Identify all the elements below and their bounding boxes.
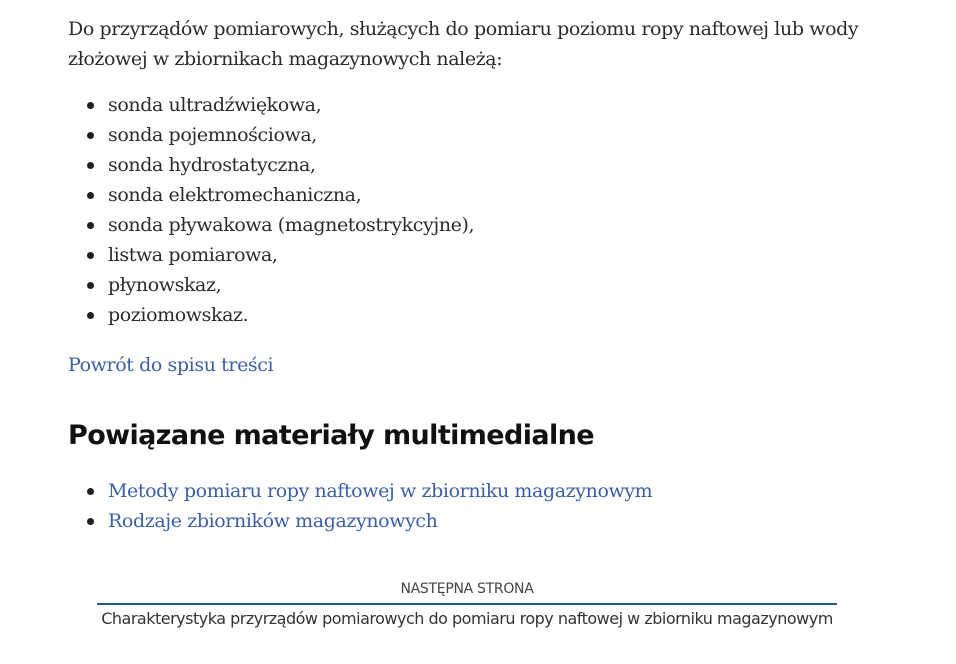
list-item bbox=[68, 240, 888, 270]
list-item-text: sonda pływakowa (magnetostrykcyjne), bbox=[108, 214, 475, 236]
related-materials-heading: Powiązane materiały multimedialne bbox=[68, 420, 595, 451]
next-page-link[interactable] bbox=[97, 578, 837, 632]
back-to-toc-link[interactable]: Powrót do spisu treści bbox=[68, 354, 274, 376]
list-item-text: sonda pojemnościowa, bbox=[108, 124, 317, 146]
next-page-divider bbox=[97, 603, 837, 605]
bullet-icon bbox=[87, 252, 94, 259]
bullet-icon bbox=[87, 222, 94, 229]
next-page-title: Charakterystyka przyrządów pomiarowych do pomiaru ropy naftowej w zbiorniku magazynowym bbox=[101, 609, 833, 628]
list-item bbox=[68, 270, 888, 300]
related-link-measurement-methods[interactable]: Metody pomiaru ropy naftowej w zbiorniku magazynowym bbox=[108, 480, 653, 502]
next-page-label: NASTĘPNA STRONA bbox=[400, 581, 534, 597]
related-link-tank-types[interactable]: Rodzaje zbiorników magazynowych bbox=[108, 510, 438, 532]
bullet-icon bbox=[87, 162, 94, 169]
list-item bbox=[68, 300, 888, 330]
bullet-icon bbox=[87, 192, 94, 199]
bullet-icon bbox=[87, 132, 94, 139]
list-item bbox=[68, 210, 888, 240]
list-item bbox=[68, 90, 888, 120]
bullet-icon bbox=[87, 518, 94, 525]
intro-paragraph: Do przyrządów pomiarowych, służących do pomiaru poziomu ropy naftowej lub wody złożowej w zbiornikach magazynowych należą: bbox=[68, 18, 859, 70]
related-materials-list bbox=[68, 476, 888, 536]
list-item-text: sonda elektromechaniczna, bbox=[108, 184, 362, 206]
list-item-text: sonda ultradźwiękowa, bbox=[108, 94, 322, 116]
related-list-item bbox=[68, 476, 888, 506]
list-item-text: płynowskaz, bbox=[108, 274, 222, 296]
bullet-icon bbox=[87, 282, 94, 289]
bullet-icon bbox=[87, 102, 94, 109]
list-item bbox=[68, 180, 888, 210]
list-item bbox=[68, 150, 888, 180]
instrument-list bbox=[68, 90, 888, 330]
bullet-icon bbox=[87, 312, 94, 319]
article-content bbox=[68, 14, 888, 536]
bullet-icon bbox=[87, 488, 94, 495]
list-item-text: sonda hydrostatyczna, bbox=[108, 154, 316, 176]
list-item bbox=[68, 120, 888, 150]
list-item-text: poziomowskaz. bbox=[108, 304, 249, 326]
related-list-item bbox=[68, 506, 888, 536]
list-item-text: listwa pomiarowa, bbox=[108, 244, 278, 266]
